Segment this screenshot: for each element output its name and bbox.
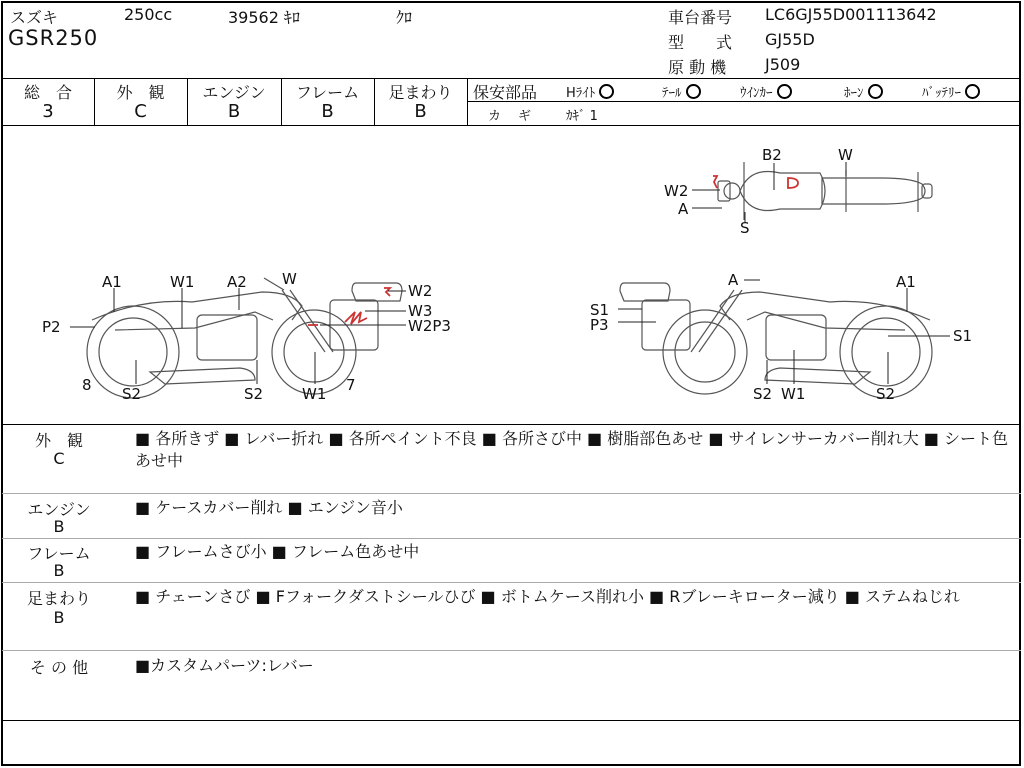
label-W2: W2 xyxy=(664,182,689,200)
remark-engine-grade: B xyxy=(53,517,65,536)
remark-suspension-category: 足まわり xyxy=(26,589,91,608)
label-A1: A1 xyxy=(102,273,122,291)
grade-overall-value: 3 xyxy=(42,101,54,122)
label-S2: S2 xyxy=(876,385,896,403)
remark-exterior-category: 外 観 xyxy=(34,431,83,450)
remark-exterior-grade: C xyxy=(53,449,65,468)
label-W: W xyxy=(838,146,853,164)
remark-frame-grade: B xyxy=(53,561,65,580)
remark-frame-text: ■ フレームさび小 ■ フレーム色あせ中 xyxy=(135,542,420,561)
engine-value: J509 xyxy=(765,55,801,74)
safety-horn: ﾎｰﾝ xyxy=(844,82,883,101)
grade-exterior-value: C xyxy=(134,101,147,122)
remark-frame-category: フレーム xyxy=(27,544,91,563)
key-label: カ ギ xyxy=(488,109,534,124)
safety-label: 保安部品 xyxy=(473,83,538,102)
remark-suspension-grade: B xyxy=(53,608,65,627)
label-A2: A2 xyxy=(227,273,247,291)
remark-exterior-text: ■ 各所きず ■ レバー折れ ■ 各所ペイント不良 ■ 各所さび中 ■ 樹脂部色あせ ■ サイレンサーカバー削れ大 ■ シート色あせ中 xyxy=(135,429,1008,470)
mileage: 39562 ｷﾛ xyxy=(228,8,300,27)
label-S2: S2 xyxy=(244,385,264,403)
engine-label: 原 動 機 xyxy=(668,58,727,77)
safety-battery: ﾊﾞｯﾃﾘｰ xyxy=(922,82,980,101)
label-8: 8 xyxy=(82,376,92,394)
label-S1: S1 xyxy=(953,327,973,345)
label-W1: W1 xyxy=(302,385,327,403)
damage-mark xyxy=(345,312,367,324)
model-name: GSR250 xyxy=(8,26,99,50)
safety-tail: ﾃｰﾙ xyxy=(662,82,701,101)
damage-mark xyxy=(788,178,798,188)
label-W: W xyxy=(282,270,297,288)
grade-exterior-label: 外 観 xyxy=(116,83,165,102)
remark-other-category: そ の 他 xyxy=(29,658,89,677)
motorcycle-top-view xyxy=(718,162,932,220)
label-S: S xyxy=(740,219,750,237)
color: ｸﾛ xyxy=(396,8,413,27)
vin: LC6GJ55D001113642 xyxy=(765,5,937,24)
label-B2: B2 xyxy=(762,146,782,164)
type-label: 型 式 xyxy=(668,33,733,52)
remark-engine-category: エンジン xyxy=(27,500,91,519)
label-S2: S2 xyxy=(753,385,773,403)
label-W2P3: W2P3 xyxy=(408,317,451,335)
label-P3: P3 xyxy=(590,316,609,334)
label-W1: W1 xyxy=(170,273,195,291)
remark-engine-text: ■ ケースカバー削れ ■ エンジン音小 xyxy=(135,498,403,517)
label-A1: A1 xyxy=(896,273,916,291)
damage-mark xyxy=(713,176,717,188)
motorcycle-right-view xyxy=(620,283,932,398)
damage-mark xyxy=(384,288,390,296)
key-value: ｶｷﾞ 1 xyxy=(566,109,598,124)
vin-label: 車台番号 xyxy=(668,8,733,27)
safety-headlight: Hﾗｲﾄ xyxy=(566,82,614,101)
safety-winker: ｳｲﾝｶｰ xyxy=(740,82,792,101)
grade-suspension-label: 足まわり xyxy=(388,83,453,102)
label-S2: S2 xyxy=(122,385,142,403)
label-S1: S1 xyxy=(590,301,610,319)
label-A: A xyxy=(728,271,739,289)
remark-suspension-text: ■ チェーンさび ■ Fフォークダストシールひび ■ ボトムケース削れ小 ■ Rブレーキローター減り ■ ステムねじれ xyxy=(135,587,960,606)
displacement: 250cc xyxy=(124,5,173,24)
label-W3: W3 xyxy=(408,302,433,320)
grade-frame-label: フレーム xyxy=(295,83,360,102)
grade-engine-value: B xyxy=(227,101,241,122)
grade-engine-label: エンジン xyxy=(202,83,266,102)
label-7: 7 xyxy=(346,376,356,394)
label-W2: W2 xyxy=(408,282,433,300)
label-P2: P2 xyxy=(42,318,61,336)
maker: スズキ xyxy=(10,8,59,27)
label-W1: W1 xyxy=(781,385,806,403)
grade-suspension-value: B xyxy=(414,101,427,122)
type-value: GJ55D xyxy=(765,30,815,49)
label-A: A xyxy=(678,200,689,218)
grade-frame-value: B xyxy=(321,101,334,122)
grade-overall-label: 総 合 xyxy=(23,83,72,102)
remark-other-text: ■カスタムパーツ:レバー xyxy=(135,656,314,675)
